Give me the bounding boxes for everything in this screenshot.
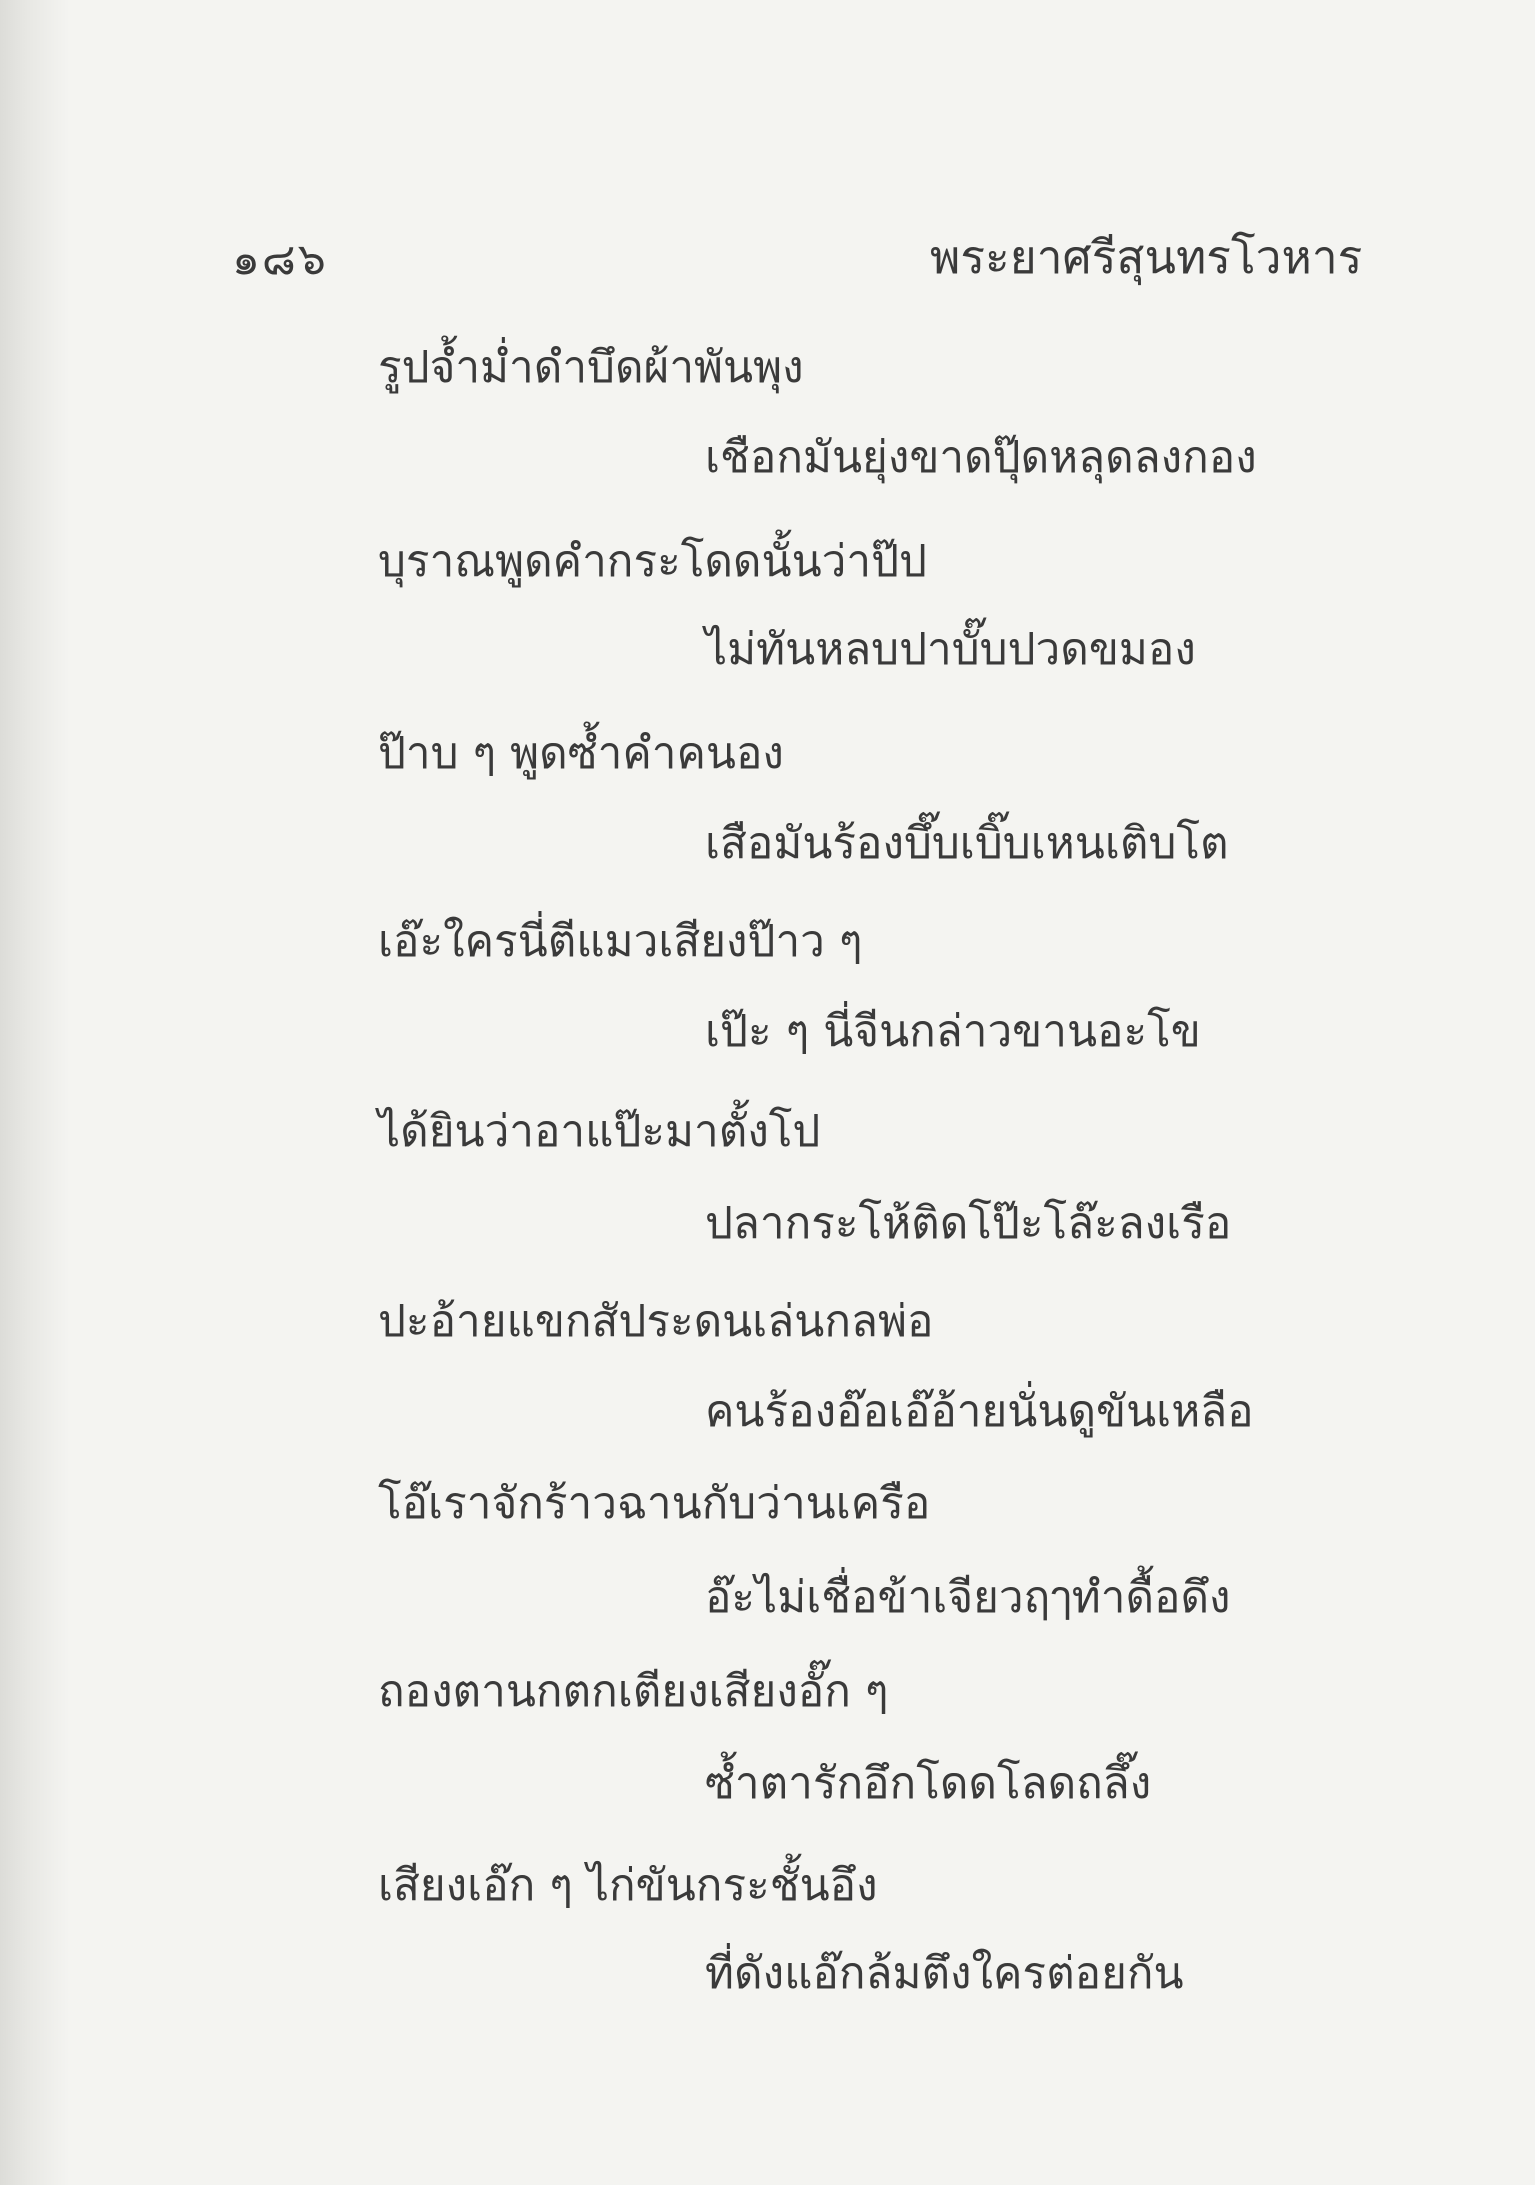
- poem-line: โอ๊เราจักร้าวฉานกับว่านเครือ: [378, 1478, 931, 1529]
- poem-line: ถองตานกตกเตียงเสียงอั๊ก ๆ: [378, 1666, 889, 1717]
- poem-line: ปะอ้ายแขกสัประดนเล่นกลพ่อ: [378, 1296, 934, 1347]
- poem-line: ซ้ำตารักอึกโดดโลดถลึ๊ง: [705, 1758, 1152, 1809]
- poem-line: เสียงเอ๊ก ๆ ไก่ขันกระชั้นอึง: [378, 1860, 878, 1911]
- page-binding-edge: [0, 0, 70, 2185]
- poem-line: เป๊ะ ๆ นี่จีนกล่าวขานอะโข: [705, 1006, 1201, 1057]
- poem-line: รูปจ้ำม่ำดำบึดผ้าพันพุง: [378, 342, 804, 393]
- poem-line: ที่ดังแอ๊กล้มตึงใครต่อยกัน: [705, 1948, 1184, 1999]
- running-title: พระยาศรีสุนทรโวหาร: [930, 230, 1363, 284]
- page-number: ๑๘๖: [232, 234, 328, 285]
- poem-line: อ๊ะไม่เชื่อข้าเจียวฤๅทำดื้อดึง: [705, 1572, 1231, 1623]
- poem-line: บุราณพูดคำกระโดดนั้นว่าป๊ป: [378, 536, 927, 587]
- poem-line: เอ๊ะใครนี่ตีแมวเสียงป๊าว ๆ: [378, 916, 863, 967]
- poem-line: เสือมันร้องบึ๊บเบิ๊บเหนเติบโต: [705, 818, 1229, 869]
- poem-line: คนร้องอ๊อเอ๊อ้ายนั่นดูขันเหลือ: [705, 1386, 1254, 1437]
- poem-line: ป๊าบ ๆ พูดซ้ำคำคนอง: [378, 728, 784, 779]
- poem-line: ได้ยินว่าอาแป๊ะมาตั้งโป: [378, 1106, 821, 1157]
- poem-line: เชือกมันยุ่งขาดปุ๊ดหลุดลงกอง: [705, 432, 1257, 483]
- poem-line: ปลากระโห้ติดโป๊ะโล๊ะลงเรือ: [705, 1198, 1232, 1249]
- poem-line: ไม่ทันหลบปาบั๊บปวดขมอง: [705, 624, 1196, 675]
